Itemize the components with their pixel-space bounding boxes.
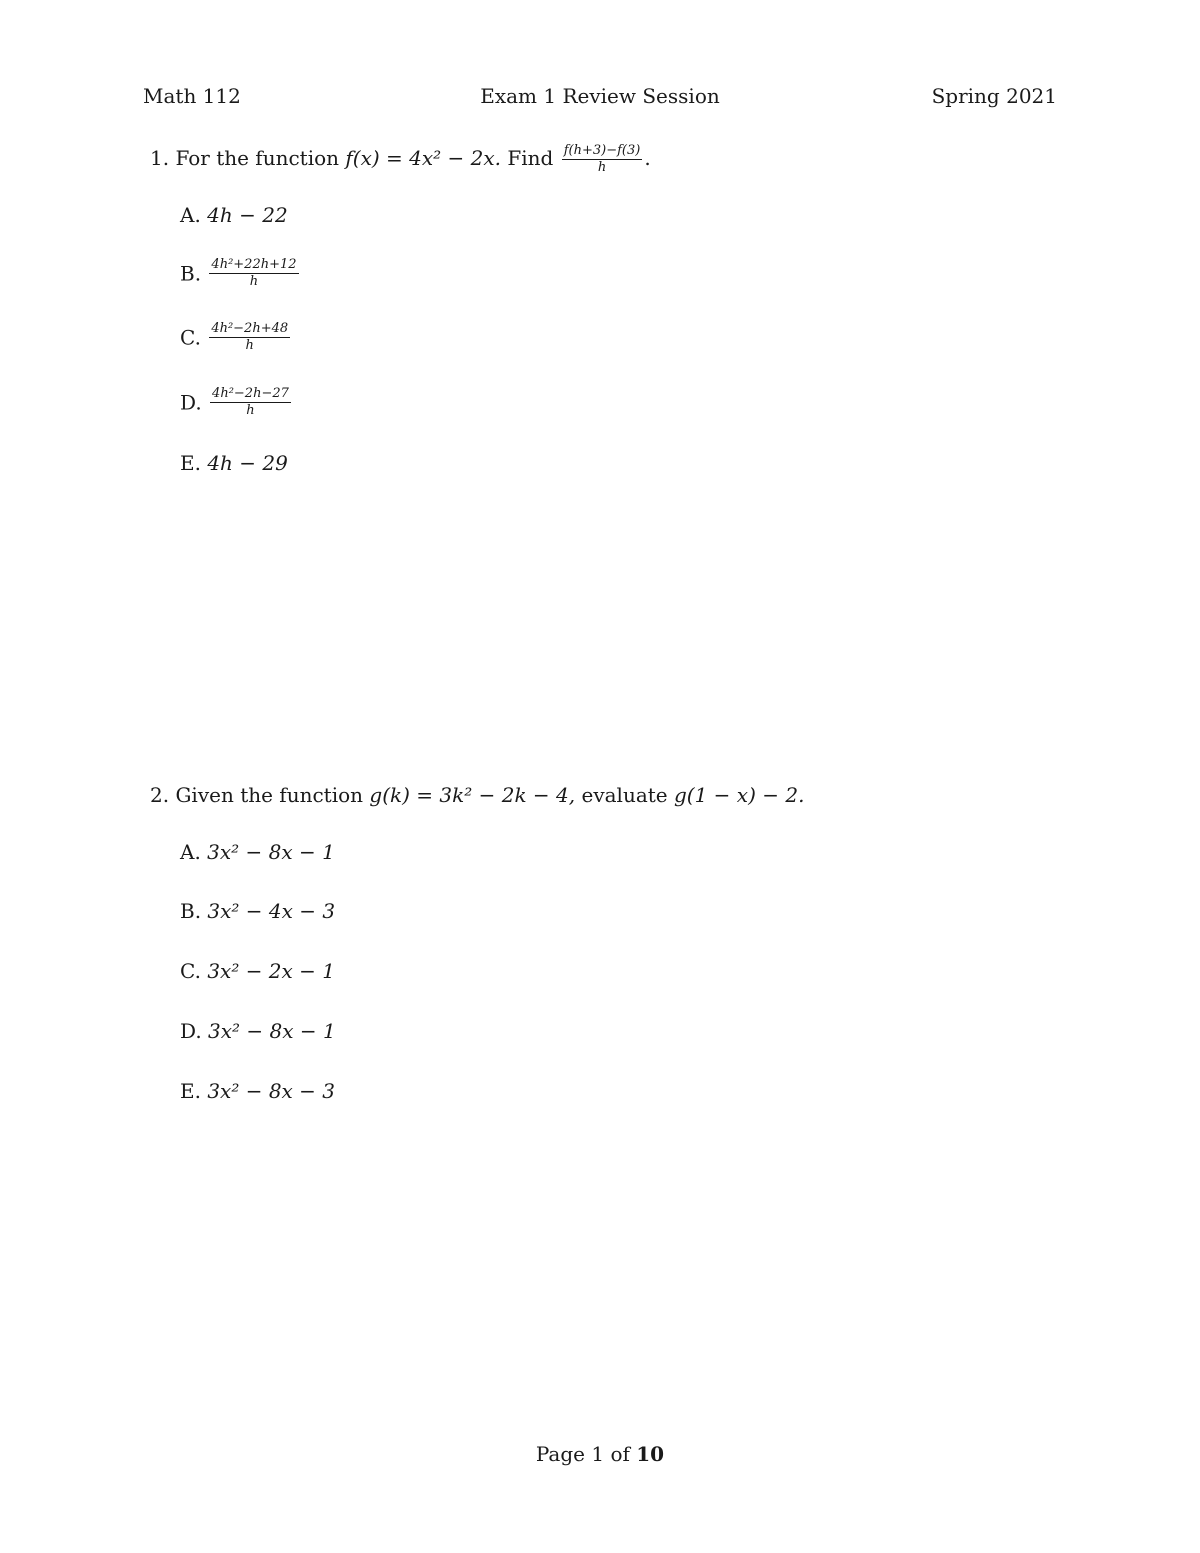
q2-choice-c bbox=[180, 959, 335, 983]
fraction-denominator: h bbox=[246, 403, 255, 418]
q2-choice-e bbox=[180, 1079, 335, 1103]
course-name: Math 112 bbox=[143, 84, 241, 108]
choice-label: C. bbox=[180, 325, 201, 350]
question-2-stem bbox=[150, 783, 804, 807]
q2-choice-b bbox=[180, 899, 335, 923]
fraction-denominator: h bbox=[249, 274, 259, 289]
choice-label: B. bbox=[180, 899, 202, 923]
page-footer bbox=[0, 1442, 1200, 1466]
fraction-numerator: 4h²−2h−27 bbox=[212, 386, 289, 401]
choice-text: 3x² − 2x − 1 bbox=[207, 959, 336, 983]
q2-choice-d bbox=[180, 1019, 336, 1043]
q1-choice-c bbox=[180, 322, 292, 353]
fraction-denominator: h bbox=[597, 160, 607, 175]
q1-choice-a bbox=[180, 203, 288, 227]
question-1-number: 1. bbox=[150, 146, 170, 170]
choice-text: 3x² − 8x − 1 bbox=[207, 840, 335, 864]
document-title: Exam 1 Review Session bbox=[480, 84, 720, 108]
choice-label: A. bbox=[180, 840, 201, 864]
q1-choice-e bbox=[180, 451, 288, 475]
of-word: of bbox=[610, 1442, 630, 1466]
question-1-function: f(x) = 4x² − 2x. bbox=[345, 146, 502, 170]
question-1-find: Find bbox=[507, 146, 554, 170]
choice-label: E. bbox=[180, 451, 201, 475]
q1-choice-d bbox=[180, 387, 293, 418]
choice-label: B. bbox=[180, 261, 202, 286]
choice-label: A. bbox=[180, 203, 201, 227]
choice-label: C. bbox=[180, 959, 201, 983]
fraction-denominator: h bbox=[245, 338, 254, 353]
question-2-evaluate: evaluate bbox=[581, 783, 668, 807]
choice-fraction bbox=[209, 322, 290, 353]
choice-label: E. bbox=[180, 1079, 201, 1103]
fraction-numerator: f(h+3)−f(3) bbox=[563, 143, 641, 158]
q2-choice-a bbox=[180, 840, 335, 864]
choice-label: D. bbox=[180, 390, 202, 415]
choice-text: 3x² − 8x − 1 bbox=[208, 1019, 336, 1043]
fraction-numerator: 4h²−2h+48 bbox=[211, 321, 289, 336]
question-1-stem: 1. For the function f(x) = 4x² − 2x. Find $\frac{f(h+3)-f(3)}{h}$ . bbox=[150, 143, 651, 175]
term: Spring 2021 bbox=[931, 84, 1057, 108]
choice-text: 3x² − 4x − 3 bbox=[207, 899, 336, 923]
choice-text: 4h − 29 bbox=[207, 451, 288, 475]
choice-label: D. bbox=[180, 1019, 202, 1043]
choice-text: 4h − 22 bbox=[207, 203, 288, 227]
page-word: Page bbox=[535, 1442, 585, 1466]
q1-choice-b bbox=[180, 258, 301, 289]
choice-text: 3x² − 8x − 3 bbox=[207, 1079, 336, 1103]
page-total: 10 bbox=[636, 1442, 665, 1466]
question-2-expression: g(1 − x) − 2. bbox=[673, 783, 805, 807]
question-1-fraction bbox=[562, 144, 643, 175]
question-2-number: 2. bbox=[150, 783, 170, 807]
choice-fraction bbox=[209, 258, 298, 289]
fraction-numerator: 4h²+22h+12 bbox=[211, 257, 297, 272]
question-2-function: g(k) = 3k² − 2k − 4, bbox=[369, 783, 576, 807]
choice-fraction bbox=[210, 387, 291, 418]
page-number: 1 bbox=[591, 1442, 605, 1466]
question-1-text: For the function bbox=[175, 146, 340, 170]
question-2-text: Given the function bbox=[175, 783, 364, 807]
